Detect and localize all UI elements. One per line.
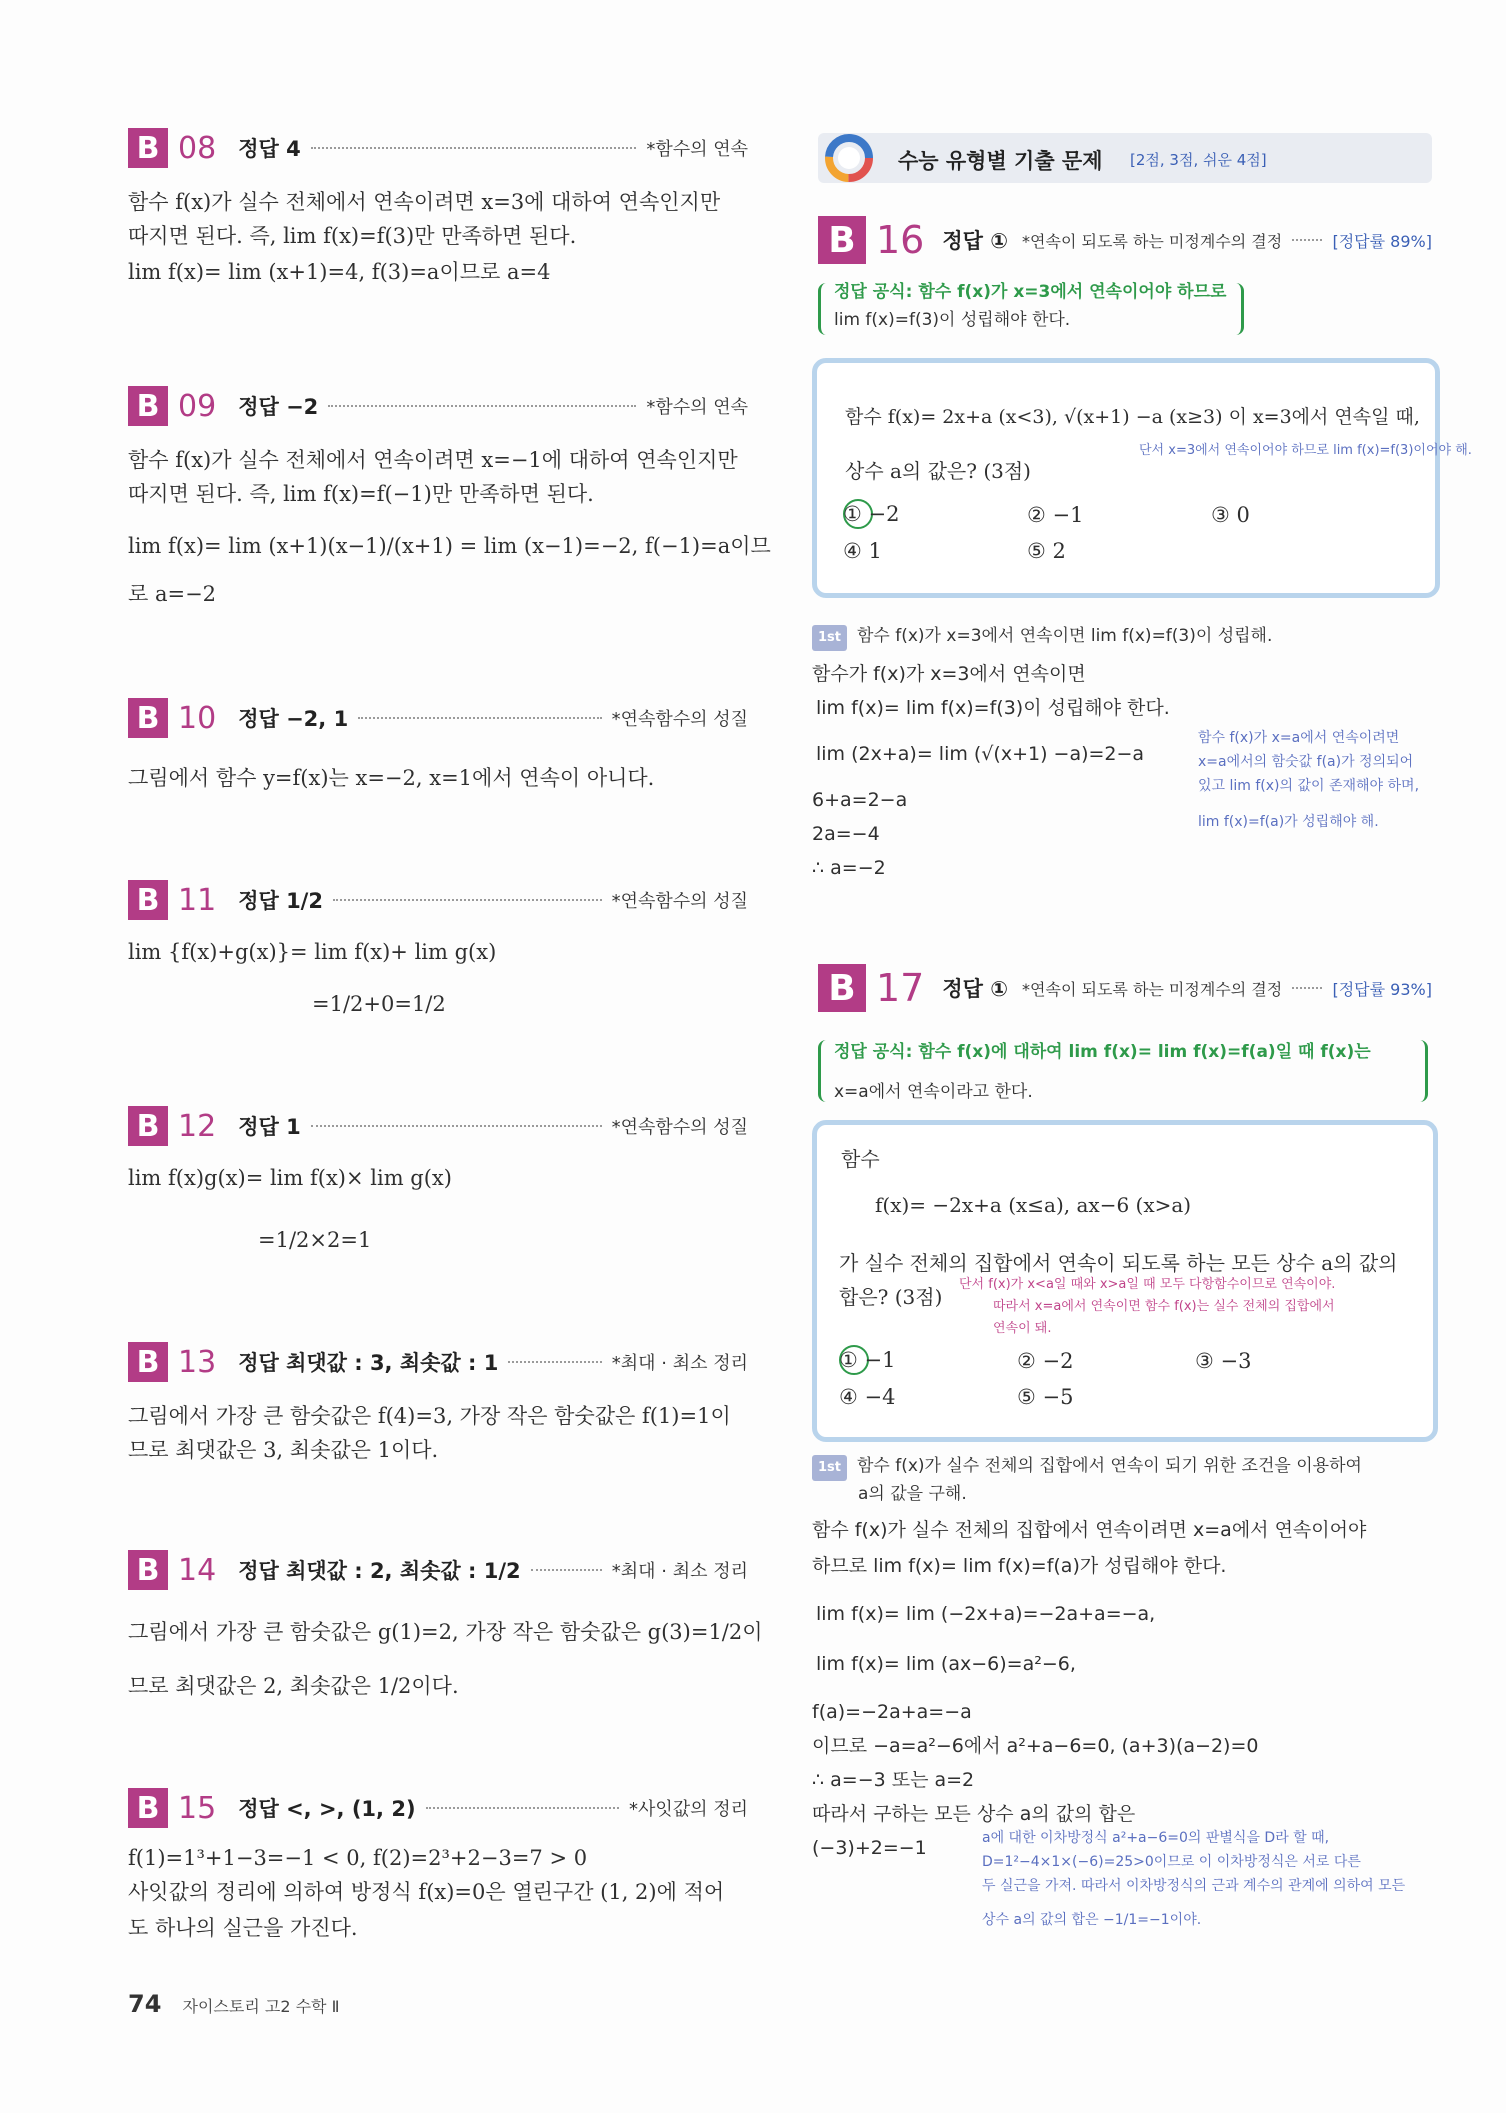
p09-line4: 로 a=−2 (128, 582, 217, 606)
problem-17-box (812, 1120, 1438, 1442)
problem-number: 08 (178, 130, 217, 166)
problem-number: 17 (876, 966, 925, 1010)
hint-line3: 연속이 돼. (993, 1321, 1052, 1336)
question-line0: 함수 (841, 1147, 880, 1171)
dotted-leader (311, 1125, 602, 1127)
answer: 정답 4 (238, 137, 301, 161)
step-badge: 1st (812, 625, 847, 651)
b-badge: B (818, 216, 866, 264)
dotted-leader (508, 1361, 601, 1363)
choice-3[interactable]: ③ 0 (1211, 503, 1250, 527)
formula-line1 (834, 1040, 1371, 1064)
p14-line1: 그림에서 가장 큰 함숫값은 g(1)=2, 가장 작은 함숫값은 g(3)=1/2이 (128, 1620, 763, 1644)
correct-rate: [정답률 93%] (1332, 979, 1432, 999)
choice-5[interactable]: ⑤ −5 (1017, 1385, 1074, 1409)
dotted-leader (426, 1807, 619, 1809)
problem-17-header (818, 966, 1432, 1010)
dotted-leader (358, 717, 601, 719)
b-badge: B (128, 880, 168, 920)
b-badge: B (128, 1342, 168, 1382)
dotted-leader (1292, 239, 1322, 241)
problem-16-header (818, 218, 1432, 262)
question-line1: f(x)= −2x+a (x≤a), ax−6 (x>a) (875, 1193, 1192, 1217)
section-banner (818, 133, 1432, 183)
b-badge: B (128, 698, 168, 738)
problem-15-header (128, 1786, 748, 1830)
ring-logo-icon (822, 129, 876, 187)
problem-13-header (128, 1340, 748, 1384)
p17-note4: 상수 a의 값의 합은 −1/1=−1이야. (982, 1912, 1202, 1928)
section-subtitle: [2점, 3점, 쉬운 4점] (1130, 151, 1267, 169)
hint-note: 단서 x=3에서 연속이어야 하므로 lim f(x)=f(3)이어야 해. (1139, 443, 1472, 458)
problem-number: 10 (178, 700, 217, 736)
choice-2[interactable]: ② −2 (1017, 1349, 1074, 1373)
p16-sol4: 6+a=2−a (812, 789, 908, 811)
p15-line2: 사잇값의 정리에 의하여 방정식 f(x)=0은 열린구간 (1, 2)에 적어 (128, 1880, 725, 1904)
p17-note1: a에 대한 이차방정식 a²+a−6=0의 판별식을 D라 할 때, (982, 1830, 1330, 1846)
p13-line1: 그림에서 가장 큰 함숫값은 f(4)=3, 가장 작은 함숫값은 f(1)=1이 (128, 1404, 731, 1428)
dotted-leader (1292, 987, 1322, 989)
question-line2: 상수 a의 값은? (3점) (845, 459, 1031, 483)
choice-1[interactable] (843, 499, 899, 529)
hint-line1: 단서 f(x)가 x<a일 때와 x>a일 때 모두 다항함수이므로 연속이야. (959, 1277, 1336, 1292)
dotted-leader (311, 147, 637, 149)
topic: *연속함수의 성질 (611, 709, 748, 730)
p17-sol2: 하므로 lim f(x)= lim f(x)=f(a)가 성립해야 한다. (812, 1555, 1227, 1577)
page-number: 74 (128, 1990, 162, 2018)
p17-sol3: lim f(x)= lim (−2x+a)=−2a+a=−a, (816, 1603, 1156, 1625)
p17-sol7: ∴ a=−3 또는 a=2 (812, 1769, 975, 1791)
dotted-leader (333, 899, 602, 901)
p08-line2: 따지면 된다. 즉, lim f(x)=f(3)만 만족하면 된다. (128, 224, 577, 248)
p17-sol4: lim f(x)= lim (ax−6)=a²−6, (816, 1653, 1076, 1675)
p17-note2: D=1²−4×1×(−6)=25>0이므로 이 이차방정식은 서로 다른 (982, 1854, 1361, 1870)
answer: 정답 최댓값 : 2, 최솟값 : 1/2 (238, 1559, 521, 1583)
p16-note1: 함수 f(x)가 x=a에서 연속이려면 (1198, 730, 1400, 746)
p15-line1: f(1)=1³+1−3=−1 < 0, f(2)=2³+2−3=7 > 0 (128, 1846, 588, 1870)
p12-line1: lim f(x)g(x)= lim f(x)× lim g(x) (128, 1166, 452, 1190)
section-title: 수능 유형별 기출 문제 (898, 149, 1103, 173)
choice-1[interactable] (839, 1345, 895, 1375)
answer: 정답 최댓값 : 3, 최솟값 : 1 (238, 1351, 499, 1375)
b-badge: B (128, 128, 168, 168)
step-text: 함수 f(x)가 x=3에서 연속이면 lim f(x)=f(3)이 성립해. (857, 626, 1273, 646)
problem-number: 13 (178, 1344, 217, 1380)
topic: *최대 · 최소 정리 (611, 1353, 748, 1374)
formula-line1 (834, 280, 1226, 304)
p16-note3: 있고 lim f(x)의 값이 존재해야 하며, (1198, 778, 1420, 794)
problem-number: 09 (178, 388, 217, 424)
answer: 정답 1/2 (238, 889, 323, 913)
p14-line2: 므로 최댓값은 2, 최솟값은 1/2이다. (128, 1674, 459, 1698)
formula-line2: lim f(x)=f(3)이 성립해야 한다. (834, 310, 1071, 330)
step-1st (812, 624, 1272, 651)
problem-10-header (128, 696, 748, 740)
topic: *함수의 연속 (646, 139, 748, 160)
book-title: 자이스토리 고2 수학 Ⅱ (182, 1997, 340, 2016)
p08-line3: lim f(x)= lim (x+1)=4, f(3)=a이므로 a=4 (128, 260, 551, 284)
problem-09-header (128, 384, 748, 428)
p08-line1: 함수 f(x)가 실수 전체에서 연속이려면 x=3에 대하여 연속인지만 (128, 190, 721, 214)
correct-rate: [정답률 89%] (1332, 231, 1432, 251)
problem-number: 14 (178, 1552, 217, 1588)
p16-sol1: 함수가 f(x)가 x=3에서 연속이면 (812, 663, 1086, 685)
p16-sol3: lim (2x+a)= lim (√(x+1) −a)=2−a (816, 743, 1145, 765)
dotted-leader (531, 1569, 602, 1571)
problem-number: 15 (178, 1790, 217, 1826)
b-badge: B (818, 964, 866, 1012)
p17-sol9: (−3)+2=−1 (812, 1837, 927, 1859)
choice-1-text: ① −1 (839, 1348, 896, 1372)
p17-sol1: 함수 f(x)가 실수 전체의 집합에서 연속이려면 x=a에서 연속이어야 (812, 1519, 1367, 1541)
answer: 정답 ① (942, 977, 1009, 1001)
problem-11-header (128, 878, 748, 922)
choice-1-text: ① −2 (843, 502, 900, 526)
choice-5[interactable]: ⑤ 2 (1027, 539, 1066, 563)
topic: *최대 · 최소 정리 (611, 1561, 748, 1582)
problem-16-box (812, 358, 1472, 598)
p16-note2: x=a에서의 함숫값 f(a)가 정의되어 (1198, 754, 1414, 770)
problem-12-header (128, 1104, 748, 1148)
choice-4[interactable]: ④ 1 (843, 539, 882, 563)
problem-number: 12 (178, 1108, 217, 1144)
formula-text: 정답 공식: 함수 f(x)에 대하여 lim f(x)= lim f(x)=f(a)일 때 f(x)는 (834, 1042, 1371, 1062)
topic: *연속함수의 성질 (611, 891, 748, 912)
p17-sol5: f(a)=−2a+a=−a (812, 1701, 972, 1723)
problem-number: 11 (178, 882, 217, 918)
p17-sol8: 따라서 구하는 모든 상수 a의 값의 합은 (812, 1803, 1136, 1825)
p16-sol2: lim f(x)= lim f(x)=f(3)이 성립해야 한다. (816, 697, 1170, 719)
topic: *사잇값의 정리 (628, 1799, 748, 1820)
p13-line2: 므로 최댓값은 3, 최솟값은 1이다. (128, 1438, 439, 1462)
p11-line2: =1/2+0=1/2 (312, 992, 446, 1016)
hint-line2: 따라서 x=a에서 연속이면 함수 f(x)는 실수 전체의 집합에서 (993, 1299, 1335, 1314)
p09-line3: lim f(x)= lim (x+1)(x−1)/(x+1) = lim (x−1)=−2, f(−1)=a이므 (128, 534, 771, 558)
p09-line1: 함수 f(x)가 실수 전체에서 연속이려면 x=−1에 대하여 연속인지만 (128, 448, 738, 472)
choice-3[interactable]: ③ −3 (1195, 1349, 1252, 1373)
p10-line1: 그림에서 함수 y=f(x)는 x=−2, x=1에서 연속이 아니다. (128, 766, 655, 790)
p15-line3: 도 하나의 실근을 가진다. (128, 1916, 358, 1940)
p16-note4: lim f(x)=f(a)가 성립해야 해. (1198, 814, 1379, 830)
b-badge: B (128, 1106, 168, 1146)
topic: *연속이 되도록 하는 미정계수의 결정 (1022, 231, 1283, 251)
step-text-cont: a의 값을 구해. (858, 1484, 967, 1504)
formula-text: 정답 공식: 함수 f(x)가 x=3에서 연속이어야 하므로 (834, 282, 1227, 302)
topic: *연속함수의 성질 (611, 1117, 748, 1138)
answer: 정답 ① (942, 229, 1009, 253)
dotted-leader (328, 405, 636, 407)
p17-note3: 두 실근을 가져. 따라서 이차방정식의 근과 계수의 관계에 의하여 모든 (982, 1878, 1406, 1894)
topic: *연속이 되도록 하는 미정계수의 결정 (1022, 979, 1283, 999)
answer: 정답 −2 (238, 395, 319, 419)
b-badge: B (128, 1788, 168, 1828)
problem-08-header (128, 126, 748, 170)
p17-sol6: 이므로 −a=a²−6에서 a²+a−6=0, (a+3)(a−2)=0 (812, 1735, 1259, 1757)
b-badge: B (128, 386, 168, 426)
answer: 정답 1 (238, 1115, 301, 1139)
page-footer (128, 1990, 339, 2018)
p11-line1: lim {f(x)+g(x)}= lim f(x)+ lim g(x) (128, 940, 497, 964)
step-1st (812, 1454, 1362, 1481)
p12-line2: =1/2×2=1 (258, 1228, 372, 1252)
p16-sol6: ∴ a=−2 (812, 857, 886, 879)
p16-sol5: 2a=−4 (812, 823, 880, 845)
question-line2: 가 실수 전체의 집합에서 연속이 되도록 하는 모든 상수 a의 값의 (839, 1251, 1398, 1275)
answer: 정답 <, >, (1, 2) (238, 1797, 416, 1821)
problem-14-header (128, 1548, 748, 1592)
step-badge: 1st (812, 1455, 847, 1481)
problem-number: 16 (876, 218, 925, 262)
question-line3: 합은? (3점) (839, 1285, 943, 1309)
topic: *함수의 연속 (646, 397, 748, 418)
question-line1: 함수 f(x)= 2x+a (x<3), √(x+1) −a (x≥3) 이 x=3에서 연속일 때, (845, 406, 1420, 428)
step-text: 함수 f(x)가 실수 전체의 집합에서 연속이 되기 위한 조건을 이용하여 (857, 1456, 1362, 1476)
choice-2[interactable]: ② −1 (1027, 503, 1084, 527)
b-badge: B (128, 1550, 168, 1590)
answer: 정답 −2, 1 (238, 707, 349, 731)
p09-line2: 따지면 된다. 즉, lim f(x)=f(−1)만 만족하면 된다. (128, 482, 594, 506)
formula-line2: x=a에서 연속이라고 한다. (834, 1082, 1033, 1102)
choice-4[interactable]: ④ −4 (839, 1385, 896, 1409)
